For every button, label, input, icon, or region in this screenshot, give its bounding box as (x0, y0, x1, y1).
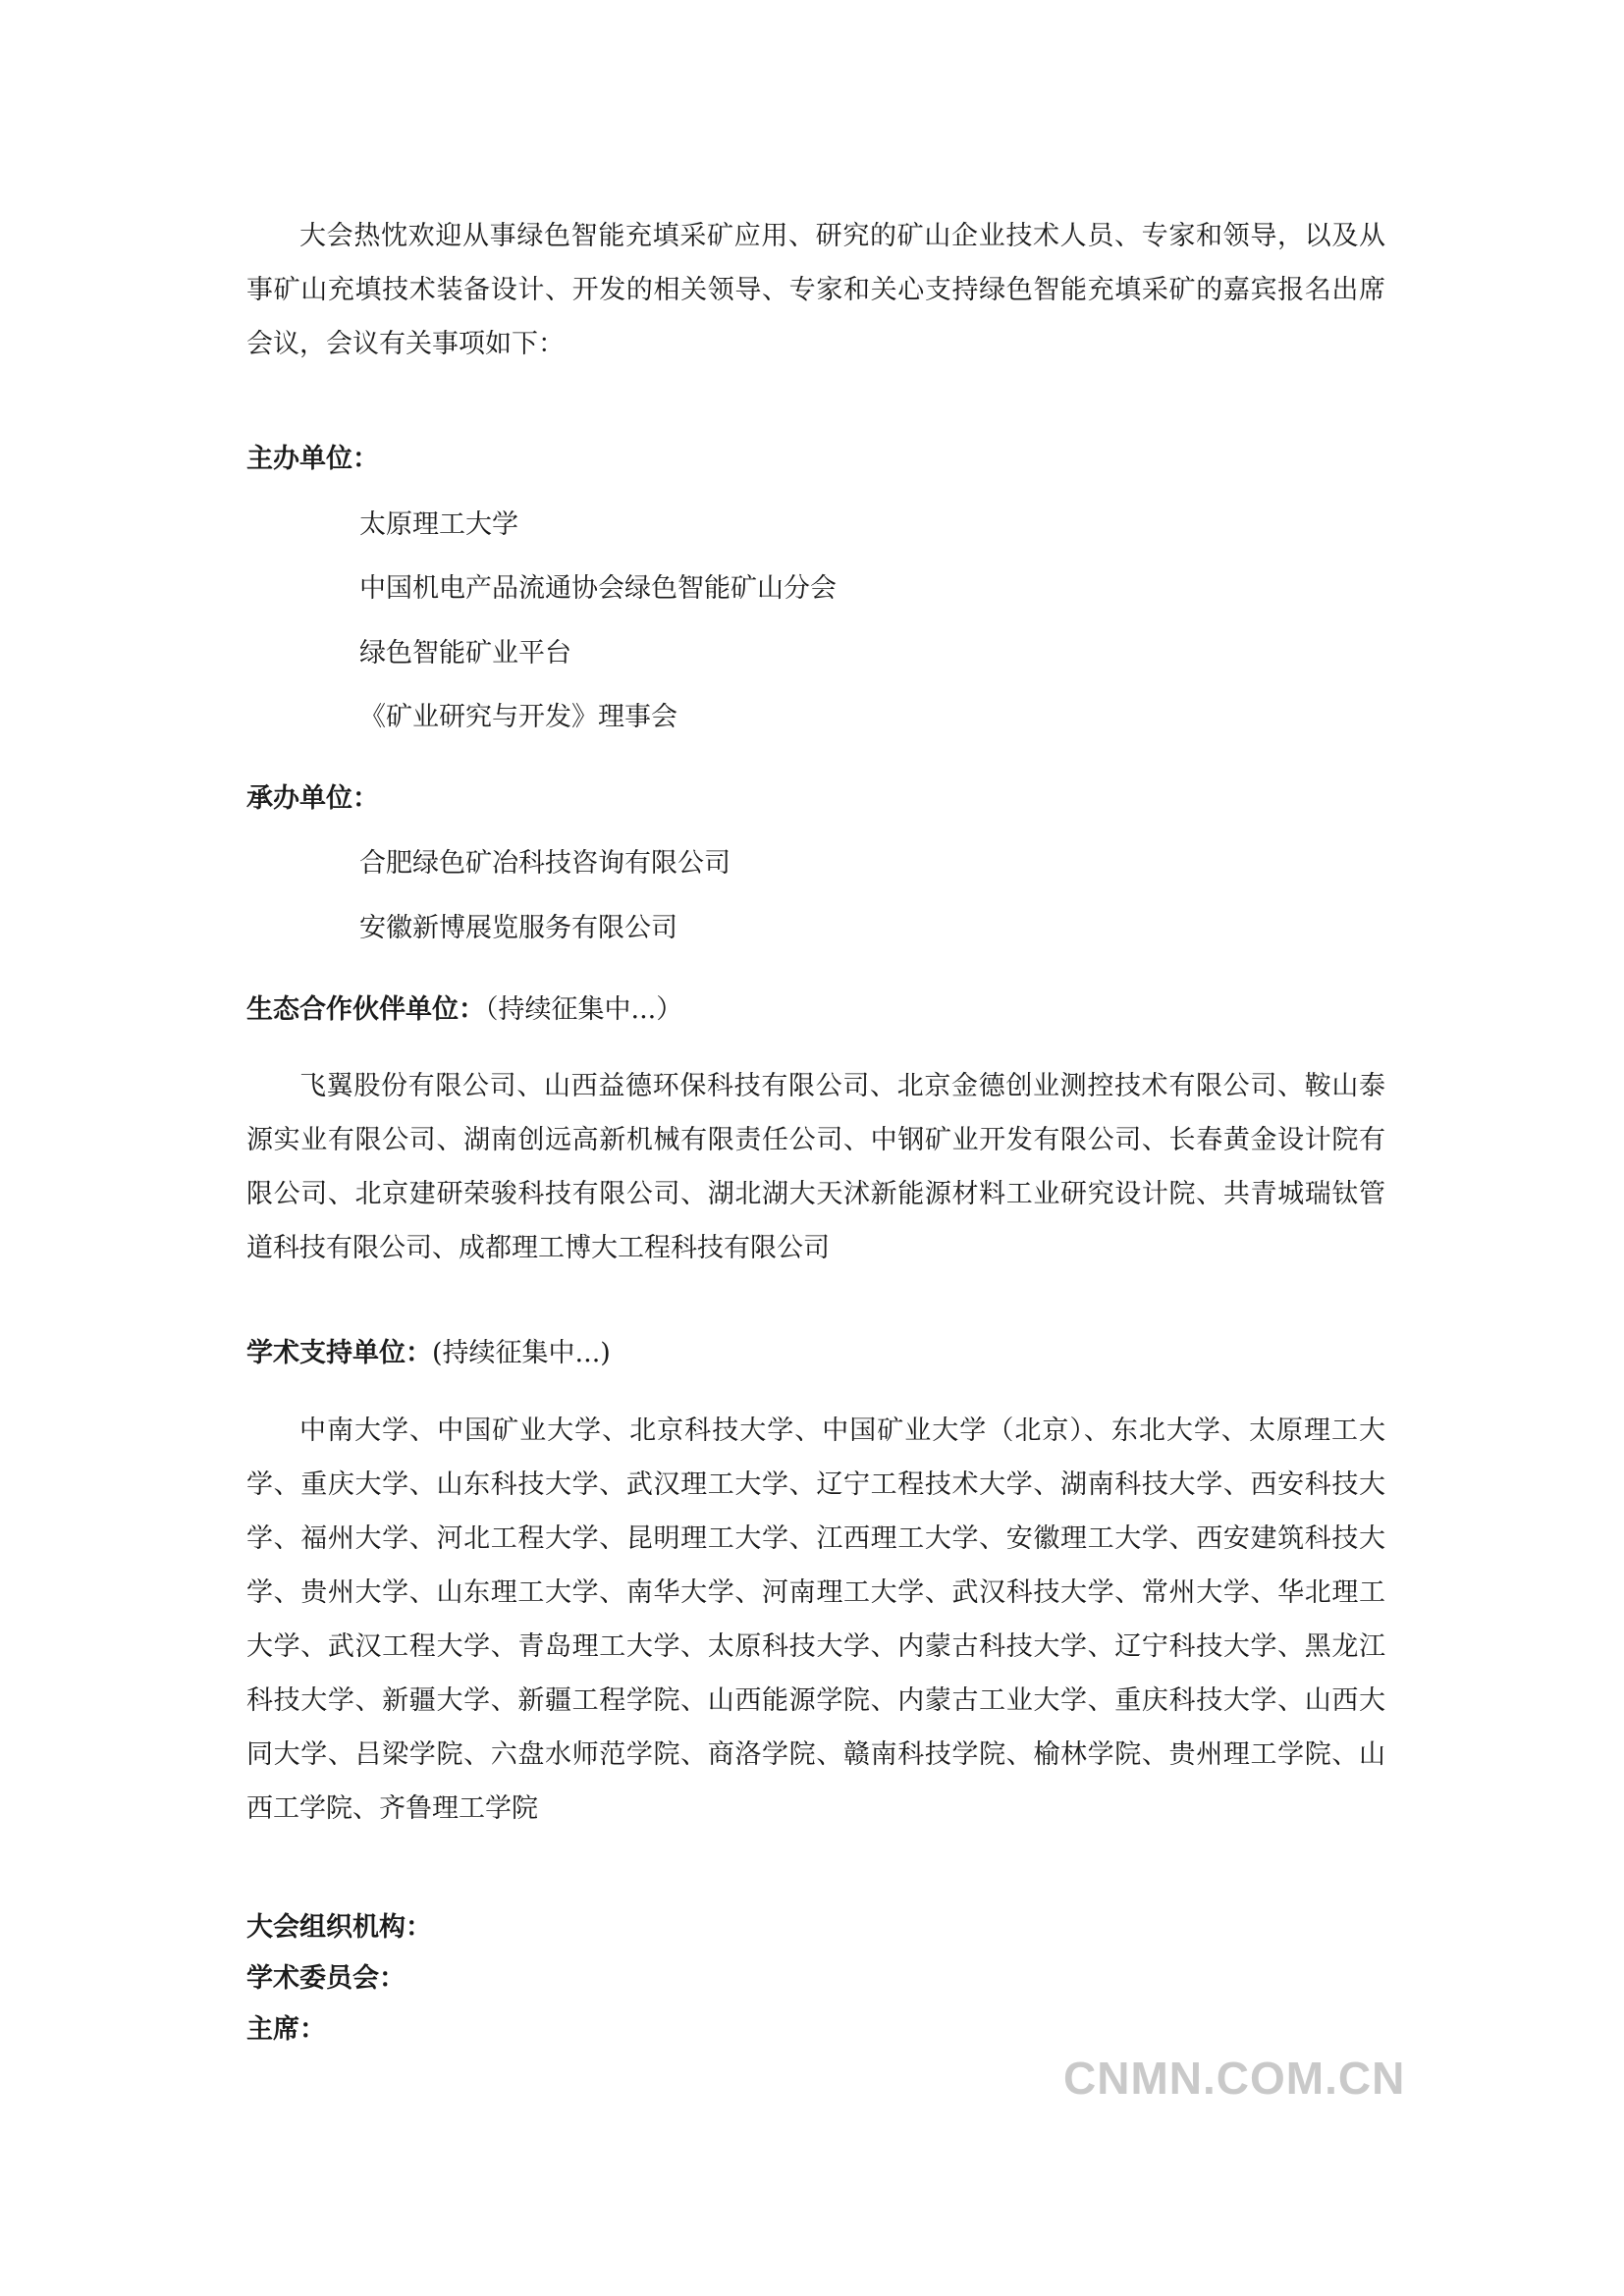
organizers-heading: 主办单位： (246, 444, 379, 474)
academic-support-note: (持续征集中...) (432, 1338, 611, 1368)
organizer-item: 中国机电产品流通协会绿色智能矿山分会 (359, 573, 837, 604)
academic-support-label: 学术支持单位： (246, 1338, 432, 1368)
co-organizer-item: 合肥绿色矿冶科技咨询有限公司 (359, 848, 731, 879)
partners-paragraph: 飞翼股份有限公司、山西益德环保科技有限公司、北京金德创业测控技术有限公司、鞍山泰源实业有限公司、湖南创远高新机械有限责任公司、中钢矿业开发有限公司、长春黄金设计院有限公司、北京建研荣骏科技有限公司、湖北湖大天沭新能源材料工业研究设计院、共青城瑞钛管道科技有限公司、成都理工博大工程科技有限公司 (246, 1071, 1385, 1263)
partners-heading (246, 988, 682, 1026)
academic-support-heading (246, 1331, 611, 1369)
organization-heading: 大会组织机构： (246, 1912, 432, 1943)
site-watermark: CNMN.COM.CN (1063, 2053, 1406, 2104)
partners-note: （持续征集中...） (485, 994, 683, 1025)
partners-label: 生态合作伙伴单位： (246, 994, 485, 1025)
co-organizers-heading: 承办单位： (246, 783, 379, 814)
organizer-item: 《矿业研究与开发》理事会 (359, 702, 677, 732)
intro-paragraph: 大会热忱欢迎从事绿色智能充填采矿应用、研究的矿山企业技术人员、专家和领导，以及从事矿山充填技术装备设计、开发的相关领导、专家和关心支持绿色智能充填采矿的嘉宾报名出席会议，会议有关事项如下： (246, 221, 1385, 359)
organizer-item: 绿色智能矿业平台 (359, 638, 571, 668)
organizer-item: 太原理工大学 (359, 509, 518, 540)
chair-heading: 主席： (246, 2014, 326, 2045)
academic-support-paragraph: 中南大学、中国矿业大学、北京科技大学、中国矿业大学（北京）、东北大学、太原理工大学、重庆大学、山东科技大学、武汉理工大学、辽宁工程技术大学、湖南科技大学、西安科技大学、福州大学、河北工程大学、昆明理工大学、江西理工大学、安徽理工大学、西安建筑科技大学、贵州大学、山东理工大学、南华大学、河南理工大学、武汉科技大学、常州大学、华北理工大学、武汉工程大学、青岛理工大学、太原科技大学、内蒙古科技大学、辽宁科技大学、黑龙江科技大学、新疆大学、新疆工程学院、山西能源学院、内蒙古工业大学、重庆科技大学、山西大同大学、吕梁学院、六盘水师范学院、商洛学院、赣南科技学院、榆林学院、贵州理工学院、山西工学院、齐鲁理工学院 (246, 1415, 1385, 1824)
committee-heading: 学术委员会： (246, 1963, 406, 1994)
co-organizer-item: 安徽新博展览服务有限公司 (359, 913, 677, 943)
